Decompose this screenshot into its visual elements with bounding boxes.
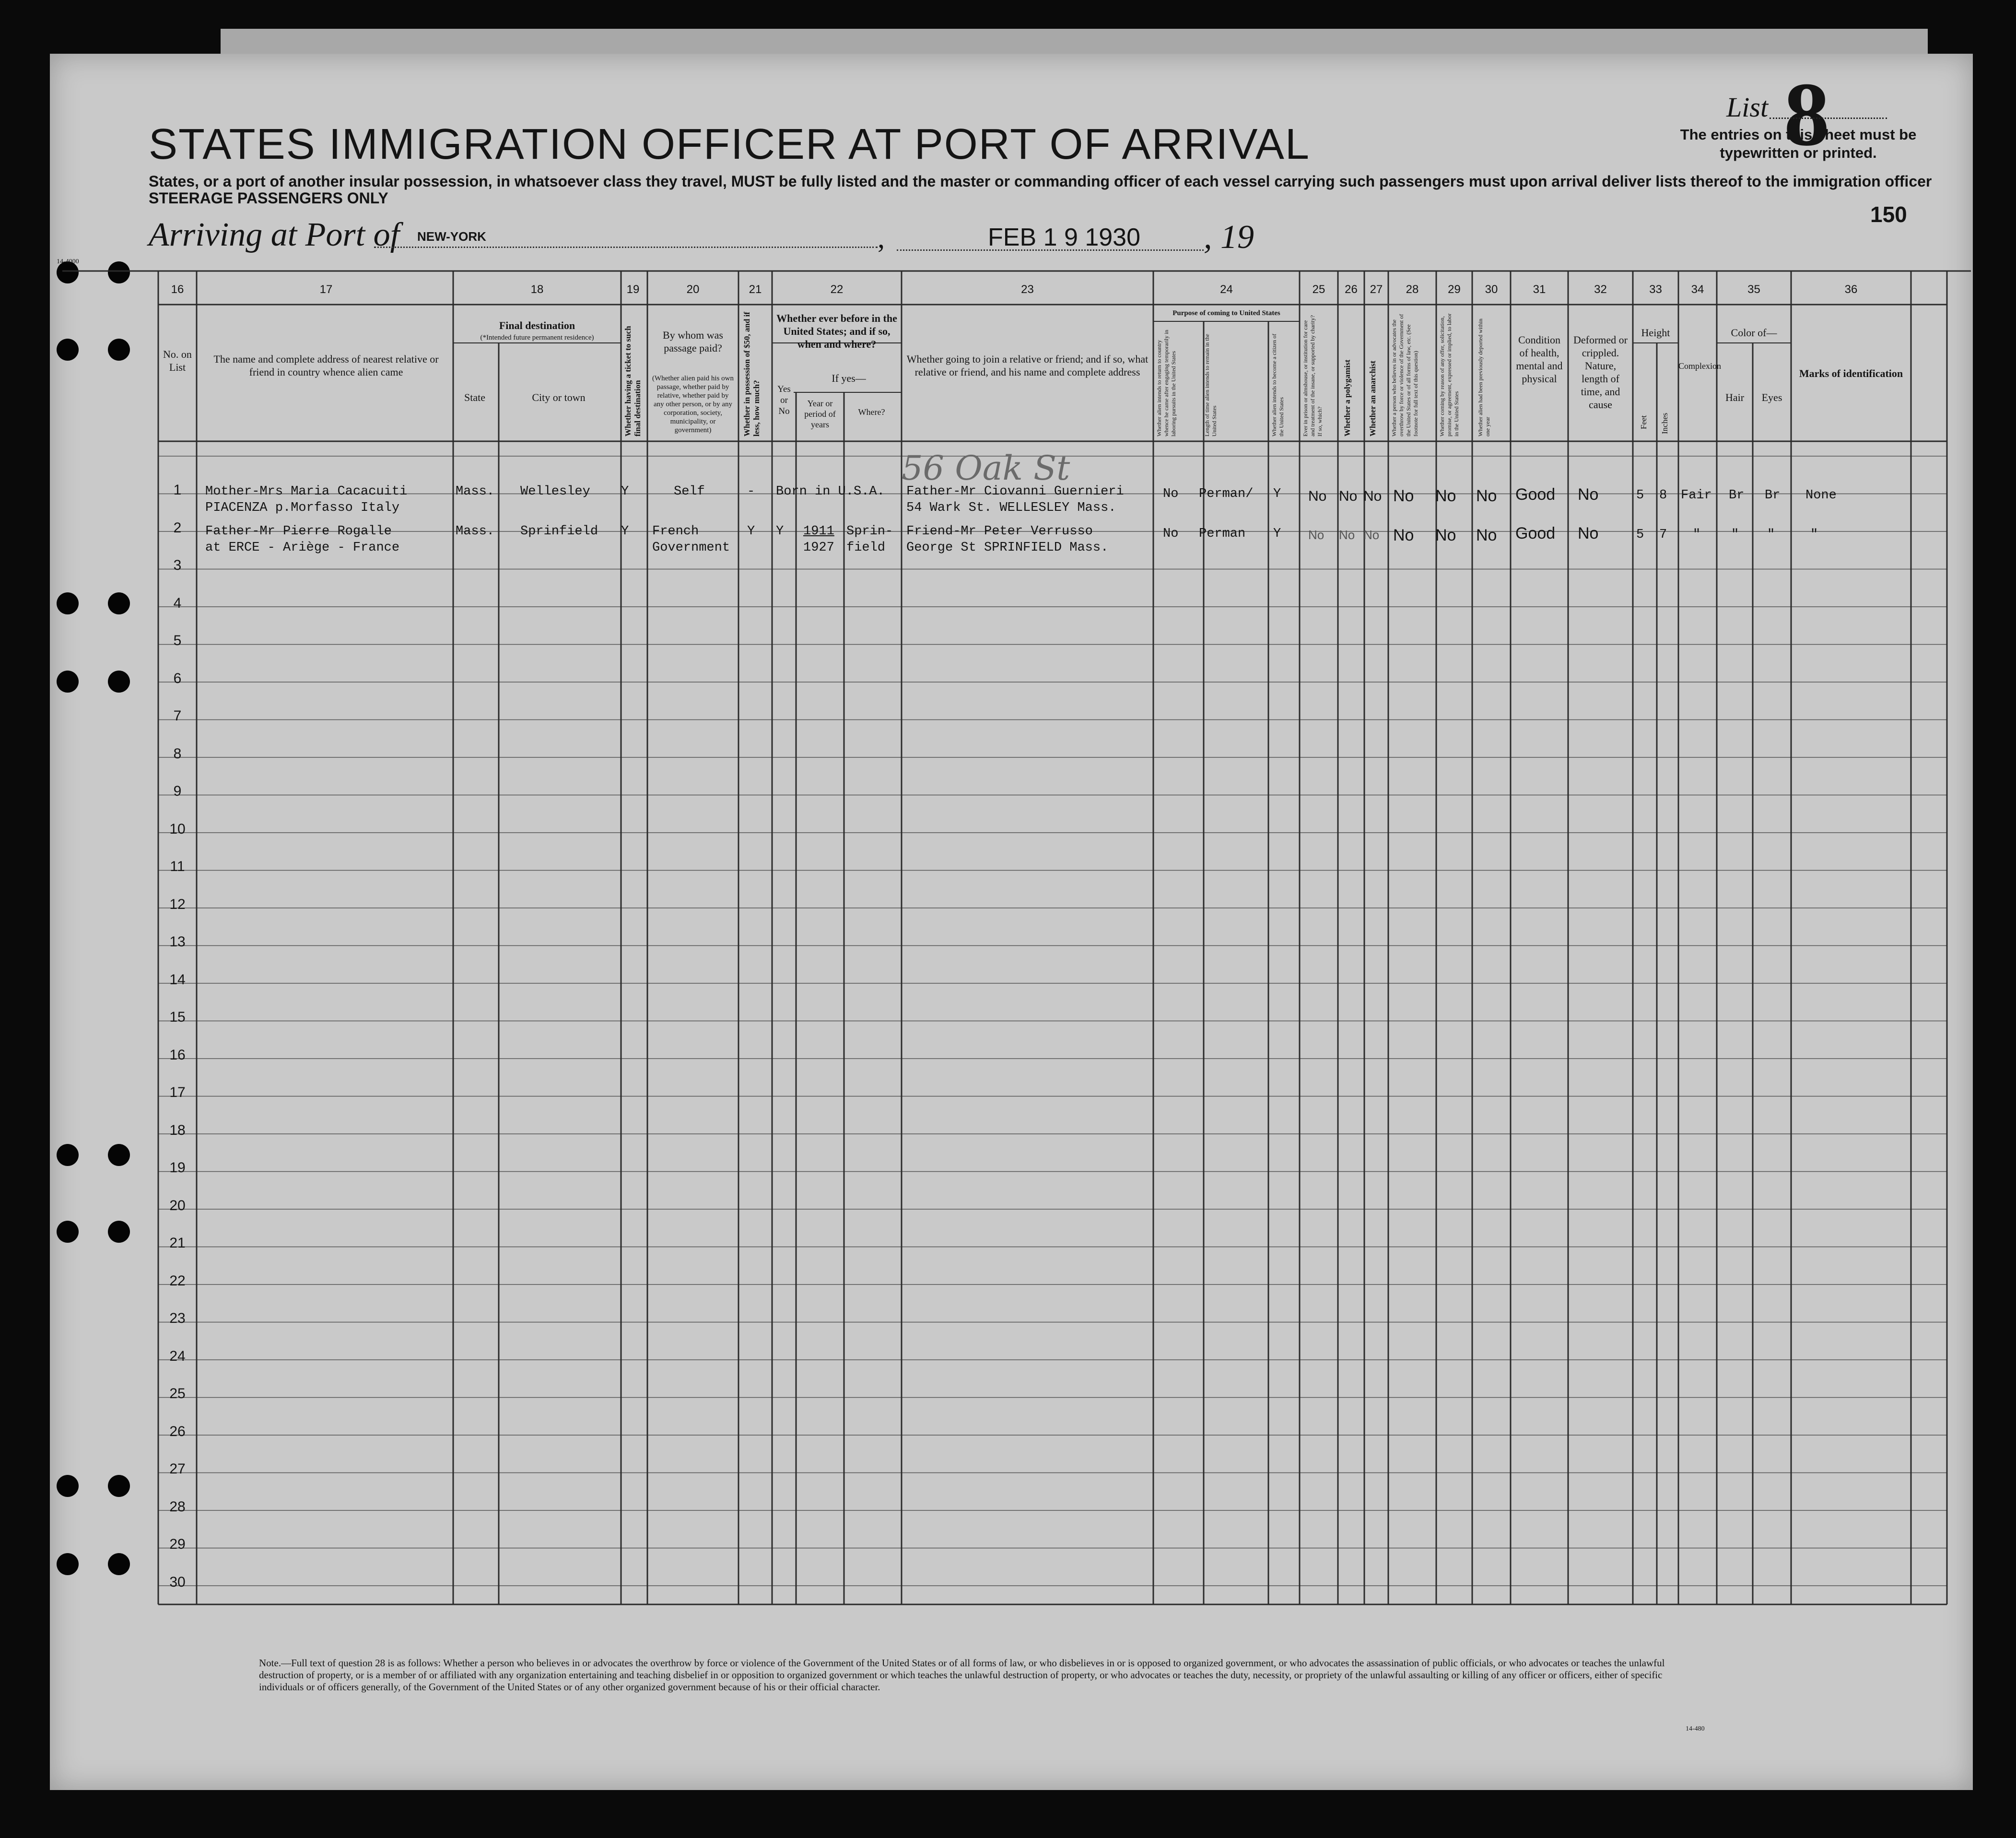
column-number: 35	[1747, 283, 1760, 296]
page-number: 150	[1870, 202, 1907, 227]
row2-deported: No	[1476, 526, 1497, 544]
row2-purpose-length: Perman	[1199, 527, 1246, 541]
row2-marks: "	[1810, 528, 1818, 542]
column-number: 34	[1691, 283, 1704, 296]
header-height: Height	[1641, 327, 1670, 339]
row1-state: Mass.	[456, 484, 495, 499]
row-number: 8	[173, 745, 182, 762]
row-number: 27	[169, 1461, 186, 1477]
header-nearest-relative: The name and complete address of nearest relative or friend in country whence alien came	[213, 353, 439, 378]
header-passage-paid-note: (Whether alien paid his own passage, whether paid by relative, whether paid by any other person, or by any corporation, society, municipality, or government)	[652, 375, 734, 434]
row1-city: Wellesley	[520, 484, 590, 499]
row-number: 21	[169, 1235, 186, 1251]
header-purpose: Purpose of coming to United States	[1172, 309, 1280, 317]
row-number: 16	[169, 1047, 186, 1063]
row-number: 11	[170, 859, 185, 874]
row1-anarchist: No	[1363, 488, 1382, 504]
header-state: State	[464, 391, 485, 403]
row1-deported: No	[1476, 487, 1497, 505]
column-number: 19	[626, 283, 640, 296]
header-inches: Inches	[1660, 412, 1669, 434]
row-number: 15	[169, 1009, 186, 1025]
header-no-on-list: No. on List	[163, 348, 192, 373]
footnote-question-28: Note.—Full text of question 28 is as follows: Whether a person who believes in or advocates the overthrow by force or violence of the Government of the United States or of all forms of law, or who disbelieves in or is opposed to organized government, or who advocates the assassination of public officials, or who advocates or teaches the unlawful destruction of property, or is a member of or affiliated with any organization entertaining and teaching disbelief in or opposition to organized government or which teaches the unlawful destruction of property, or who advocates or teaches the duty, necessity, or propriety of the unlawful assaulting or killing of any officer or officers, either of specific individuals or of officers generally, of the Government of the United States or of any other organized government because of his or their official character.	[259, 1657, 1665, 1693]
row2-ever-before: Y	[776, 524, 784, 539]
year-label: , 19	[1204, 219, 1254, 256]
column-number: 22	[830, 283, 844, 296]
row1-prison: No	[1308, 488, 1327, 504]
row1-join-line2: 54 Wark St. WELLESLEY Mass.	[906, 501, 1116, 515]
row2-complexion: "	[1693, 528, 1701, 542]
row-number: 20	[169, 1197, 186, 1214]
column-number: 24	[1220, 283, 1233, 296]
row1-join: Father-Mr Ciovanni Guernieri	[906, 484, 1124, 499]
header-overthrow: Whether a person who believes in or advocates the overthrow by force or violence of the Government of the United States or of all forms of law, etc. (See footnote for full text of this question)	[1391, 314, 1419, 436]
row1-purpose-citizen: Y	[1273, 487, 1281, 501]
row-number: 30	[169, 1574, 186, 1590]
row-number: 4	[173, 595, 182, 611]
column-number: 25	[1312, 283, 1325, 296]
row-number: 17	[169, 1084, 186, 1100]
column-number: 29	[1448, 283, 1461, 296]
row-number: 5	[173, 633, 182, 648]
row-number: 3	[173, 557, 182, 573]
header-year: Year or period of years	[804, 399, 836, 429]
header-deformed: Deformed or crippled. Nature, length of time, and cause	[1573, 334, 1628, 411]
column-number: 16	[171, 283, 184, 296]
row2-purpose-citizen: Y	[1273, 527, 1281, 541]
row2-relative: Father-Mr Pierre Rogalle	[205, 524, 392, 539]
header-deported: Whether alien had been previously deported within one year	[1477, 318, 1491, 436]
header-feet: Feet	[1639, 415, 1648, 429]
header-polygamist: Whether a polygamist	[1343, 359, 1352, 436]
row-number: 25	[169, 1386, 186, 1402]
header-health: Condition of health, mental and physical	[1516, 334, 1563, 385]
row-number: 7	[173, 708, 182, 724]
header-purpose-citizen: Whether alien intends to become a citizen of the United States	[1271, 333, 1285, 436]
column-number: 36	[1844, 283, 1858, 296]
header-labor-offer: Whether coming by reason of any offer, solicitation, promise, or agreement, expressed or implied, to labor in the United States	[1439, 313, 1460, 436]
row-number: 24	[169, 1348, 186, 1364]
row2-overthrow: No	[1393, 526, 1414, 544]
column-number: 26	[1345, 283, 1358, 296]
row-number: 10	[169, 821, 186, 837]
header-color: Color of—	[1731, 327, 1777, 339]
header-where: Where?	[858, 407, 885, 417]
header-final-destination: Final destination	[499, 319, 575, 331]
row2-where-line2: field	[846, 541, 886, 555]
row-number: 26	[169, 1423, 186, 1439]
header-passage-paid: By whom was passage paid?	[663, 329, 723, 354]
header-final-destination-note: (*Intended future permanent residence)	[480, 334, 594, 342]
column-number: 21	[749, 283, 762, 296]
row1-ticket: Y	[621, 484, 629, 499]
row2-where: Sprin-	[846, 524, 893, 539]
row1-deformed: No	[1578, 485, 1599, 504]
row2-year-line2: 1927	[803, 541, 834, 555]
column-number: 27	[1370, 283, 1383, 296]
passenger-class: STEERAGE PASSENGERS ONLY	[149, 189, 388, 207]
row2-city: Sprinfield	[520, 524, 598, 539]
form-title: STATES IMMIGRATION OFFICER AT PORT OF ARRIVAL	[149, 120, 1310, 168]
column-number: 28	[1406, 283, 1419, 296]
header-money: Whether in possession of $50, and if less, how much?	[742, 312, 761, 436]
header-prison: Ever in prison or almshouse, or institution for care and treatment of the insane, or supported by charity? If so, which?	[1302, 315, 1323, 436]
header-if-yes: If yes—	[832, 372, 866, 384]
column-number: 30	[1485, 283, 1498, 296]
row1-relative-line2: PIACENZA p.Morfasso Italy	[205, 501, 400, 515]
header-eyes: Eyes	[1761, 391, 1782, 403]
handwritten-address: 56 Oak St	[902, 448, 1070, 488]
arriving-label: Arriving at Port of	[149, 216, 400, 253]
row2-paid-by: French	[652, 524, 699, 539]
row2-health: Good	[1515, 524, 1556, 542]
row2-anarchist: No	[1363, 528, 1380, 542]
column-number: 32	[1594, 283, 1607, 296]
row-number: 9	[173, 783, 182, 799]
row1-inches: 8	[1659, 488, 1667, 503]
column-number: 31	[1533, 283, 1546, 296]
header-city: City or town	[532, 391, 586, 403]
row2-paid-by-line2: Government	[652, 541, 730, 555]
header-purpose-length: Length of time alien intends to remain in the United States	[1204, 334, 1218, 436]
row1-labor-offer: No	[1435, 487, 1456, 505]
row-number: 1	[173, 482, 182, 498]
row1-marks: None	[1805, 488, 1837, 503]
header-ticket: Whether having a ticket to such final destination	[623, 326, 642, 436]
row1-relative: Mother-Mrs Maria Cacacuiti	[205, 484, 408, 499]
row2-purpose-return: No	[1163, 527, 1179, 541]
row2-relative-line2: at ERCE - Ariège - France	[205, 541, 400, 555]
row1-eyes: Br	[1765, 488, 1781, 503]
row2-eyes: "	[1767, 528, 1775, 542]
row1-purpose-length: Perman/	[1199, 487, 1254, 501]
arrival-date: FEB 1 9 1930	[988, 224, 1140, 251]
row-number: 19	[169, 1160, 186, 1176]
row2-prison: No	[1308, 528, 1324, 542]
row2-money: Y	[747, 524, 755, 539]
row-number: 6	[173, 670, 182, 686]
row2-year: 1911	[803, 524, 834, 539]
row1-paid-by: Self	[674, 484, 705, 499]
footer-form-code: 14-480	[1686, 1725, 1705, 1732]
port-comma: ,	[878, 222, 885, 254]
row1-money: -	[747, 484, 755, 499]
row1-polygamist: No	[1339, 488, 1358, 504]
row1-health: Good	[1515, 485, 1556, 504]
row1-overthrow: No	[1393, 487, 1414, 505]
row1-feet: 5	[1636, 488, 1644, 503]
row-number: 18	[169, 1122, 186, 1138]
row-number: 2	[173, 519, 182, 536]
row2-feet: 5	[1636, 528, 1644, 542]
row1-complexion: Fair	[1681, 488, 1712, 503]
row2-deformed: No	[1578, 524, 1599, 542]
row1-purpose-return: No	[1163, 487, 1179, 501]
list-number: 8	[1784, 64, 1829, 165]
column-number: 17	[319, 283, 333, 296]
row-number: 22	[169, 1272, 186, 1289]
form-instruction: States, or a port of another insular possession, in whatsoever class they travel, MUST be fully listed and the master or commanding officer of each vessel carrying such passengers must upon arrival deliver lists thereof to the immigration officer	[149, 173, 1932, 190]
header-ever-before: Whether ever before in the United States; and if so, when and where?	[776, 312, 897, 350]
header-complexion: Complexion	[1678, 361, 1721, 371]
row2-ticket: Y	[621, 524, 629, 539]
header-purpose-return: Whether alien intends to return to country whence he came after engaging temporarily in laboring pursuits in the United States	[1156, 330, 1177, 436]
port-value: NEW-YORK	[417, 229, 486, 244]
column-number: 20	[686, 283, 700, 296]
column-number: 18	[530, 283, 544, 296]
row-number: 23	[169, 1310, 186, 1326]
row2-hair: "	[1731, 528, 1739, 542]
header-yes-no: Yes or No	[777, 384, 791, 416]
form-code: 14-4000	[57, 258, 79, 265]
header-hair: Hair	[1725, 391, 1745, 403]
row1-hair: Br	[1729, 488, 1745, 503]
header-marks: Marks of identification	[1799, 367, 1903, 379]
row-number: 29	[169, 1536, 186, 1552]
header-going-to-join: Whether going to join a relative or friend; and if so, what relative or friend, and his name and complete address	[906, 353, 1149, 378]
row1-ever-before: Born in U.S.A.	[776, 484, 885, 499]
column-number: 33	[1649, 283, 1662, 296]
header-anarchist: Whether an anarchist	[1368, 360, 1377, 436]
row-number: 13	[169, 934, 186, 950]
row2-polygamist: No	[1339, 528, 1355, 542]
row2-join: Friend-Mr Peter Verrusso	[906, 524, 1093, 539]
row-number: 28	[169, 1498, 186, 1515]
column-number: 23	[1021, 283, 1034, 296]
row2-inches: 7	[1659, 528, 1667, 542]
row-number: 14	[169, 971, 186, 988]
typewritten-note: The entries on this sheet must be typewritten or printed.	[1680, 126, 1917, 161]
row2-join-line2: George St SPRINFIELD Mass.	[906, 541, 1109, 555]
list-label: List	[1726, 92, 1769, 123]
row-number: 12	[169, 896, 186, 912]
row2-labor-offer: No	[1435, 526, 1456, 544]
row2-state: Mass.	[456, 524, 495, 539]
